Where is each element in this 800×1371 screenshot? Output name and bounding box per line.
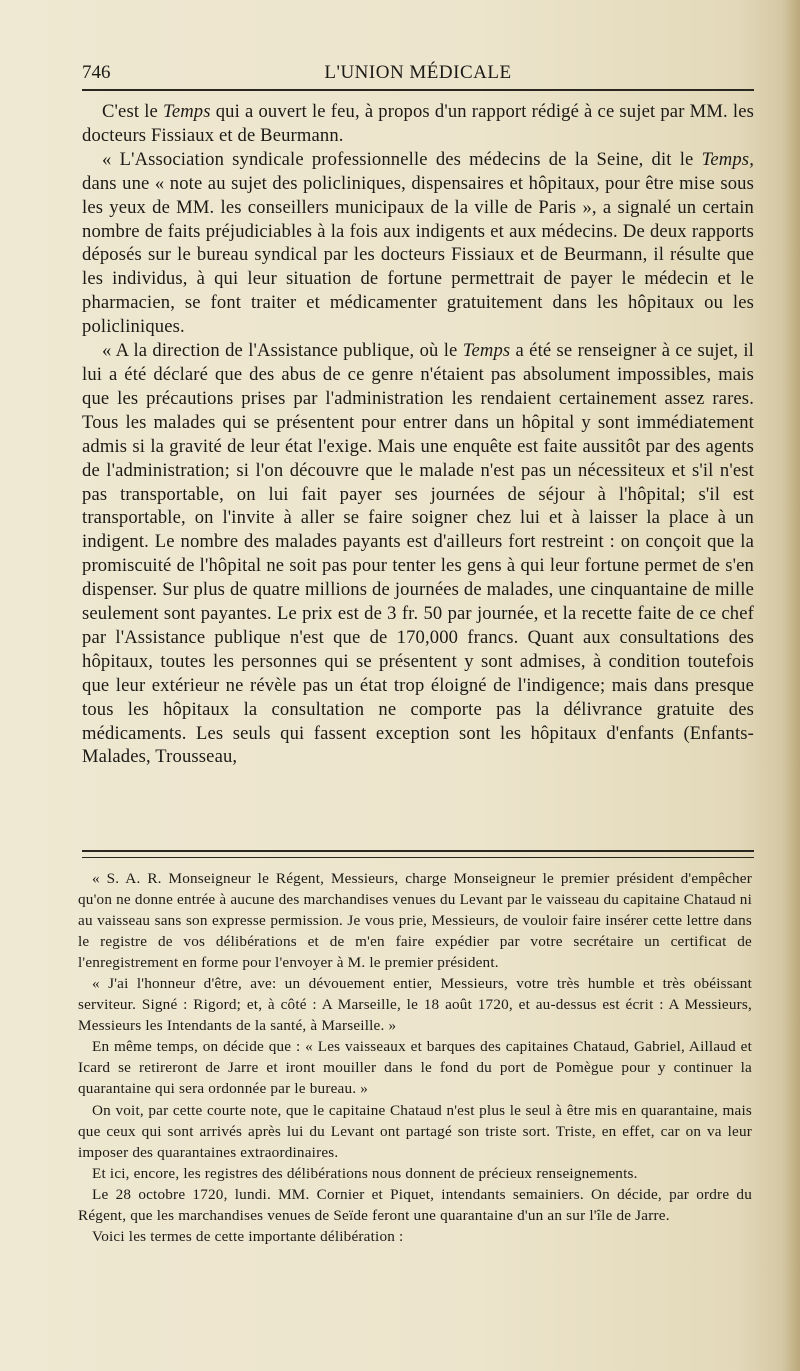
page-number: 746: [82, 62, 111, 83]
footnote-text: [78, 868, 752, 1247]
journal-title: L'UNION MÉDICALE: [324, 62, 512, 83]
paragraph: « A la direction de l'Assistance publique, où le Temps a été se renseigner à ce sujet, il lui a été déclaré que des abus de ce genre n'étaient pas absolument impossibles, mais que les précautions prises par l'administration les rendaient certainement assez rares. Tous les malades qui se présentent pour entrer dans un hôpital y sont immédiatement admis si la gravité de leur état l'exige. Mais une enquête est faite aussitôt par des agents de l'administration; si l'on découvre que le malade n'est pas un nécessiteux et s'il n'est pas transportable, on lui fait payer ses journées de séjour à l'hôpital; s'il est transportable, on l'invite à aller se faire soigner chez lui et à laisser la place à un indigent. Le nombre des malades payants est d'ailleurs fort restreint : on conçoit que la promiscuité de l'hôpital ne soit pas pour tenter les gens à qui leur fortune permet de s'en dispenser. Sur plus de quatre millions de journées de malades, une cinquantaine de mille seulement sont payantes. Le prix est de 3 fr. 50 par journée, et la recette faite de ce chef par l'Assistance publique n'est que de 170,000 francs. Quant aux consultations des hôpitaux, toutes les personnes qui se présentent y sont admises, à condition toutefois que leur extérieur ne révèle pas un état trop éloigné de l'indigence; mais dans presque tous les hôpitaux la consultation ne comporte pas la délivrance gratuite des médicaments. Les seuls qui fassent exception sont les hôpitaux d'enfants (Enfants-Malades, Trousseau,: [82, 340, 754, 768]
footnote-paragraph: « S. A. R. Monseigneur le Régent, Messieurs, charge Monseigneur le premier président d'empêcher qu'on ne donne entrée à aucune des marchandises venues du Levant par le vaisseau du capitaine Chataud ni au vaisseau sans son expresse permission. Je vous prie, Messieurs, de vouloir faire insérer cette lettre dans le registre de vos délibérations et de m'en faire expédier par votre secrétaire un certificat de l'enregistrement en forme pour l'envoyer à M. le premier président.: [78, 870, 752, 972]
footnote-paragraph: Le 28 octobre 1720, lundi. MM. Cornier et Piquet, intendants semainiers. On décide, par ordre du Régent, que les marchandises venues de Seïde feront une quarantaine d'un an sur l'île de Jarre.: [78, 1185, 752, 1224]
page-edge-shadow: [782, 0, 800, 1371]
footnote-paragraph: On voit, par cette courte note, que le capitaine Chataud n'est plus le seul à être mis en quarantaine, mais que ceux qui sont arrivés après lui du Levant ont partagé son triste sort. Triste, en effet, car on va leur imposer des quarantaines extraordinaires.: [78, 1101, 752, 1161]
paragraph: C'est le Temps qui a ouvert le feu, à propos d'un rapport rédigé à ce sujet par MM. les docteurs Fissiaux et de Beurmann.: [82, 101, 754, 146]
footnote-separator-rule: [82, 850, 754, 858]
footnote-paragraph: En même temps, on décide que : « Les vaisseaux et barques des capitaines Chataud, Gabriel, Aillaud et Icard se retireront de Jarre et iront mouiller dans le fond du port de Pomègue pour y continuer la quarantaine qui sera ordonnée par le bureau. »: [78, 1038, 752, 1098]
footnote-paragraph: Et ici, encore, les registres des délibérations nous donnent de précieux renseignements.: [92, 1164, 638, 1182]
main-body-text: [82, 100, 754, 769]
footnote-paragraph: Voici les termes de cette importante délibération :: [92, 1227, 404, 1245]
page-header: [82, 60, 754, 86]
header-rule: [82, 89, 754, 91]
paragraph: « L'Association syndicale professionnelle des médecins de la Seine, dit le Temps, dans une « note au sujet des policliniques, dispensaires et hôpitaux, pour être mise sous les yeux de MM. les conseillers municipaux de la ville de Paris », a signalé un certain nombre de faits préjudiciables à la fois aux indigents et aux médecins. De deux rapports déposés sur le bureau syndical par les docteurs Fissiaux et de Beurmann, il résulte que les individus, à qui leur situation de fortune permettrait de payer le médecin et le pharmacien, se font traiter et médicamenter gratuitement dans les hôpitaux ou les policliniques.: [82, 148, 754, 338]
footnote-paragraph: « J'ai l'honneur d'être, ave: un dévouement entier, Messieurs, votre très humble et très obéissant serviteur. Signé : Rigord; et, à côté : A Marseille, le 18 août 1720, et au-dessus est écrit : A Messieurs, Messieurs les Intendants de la santé, à Marseille. »: [78, 975, 752, 1035]
